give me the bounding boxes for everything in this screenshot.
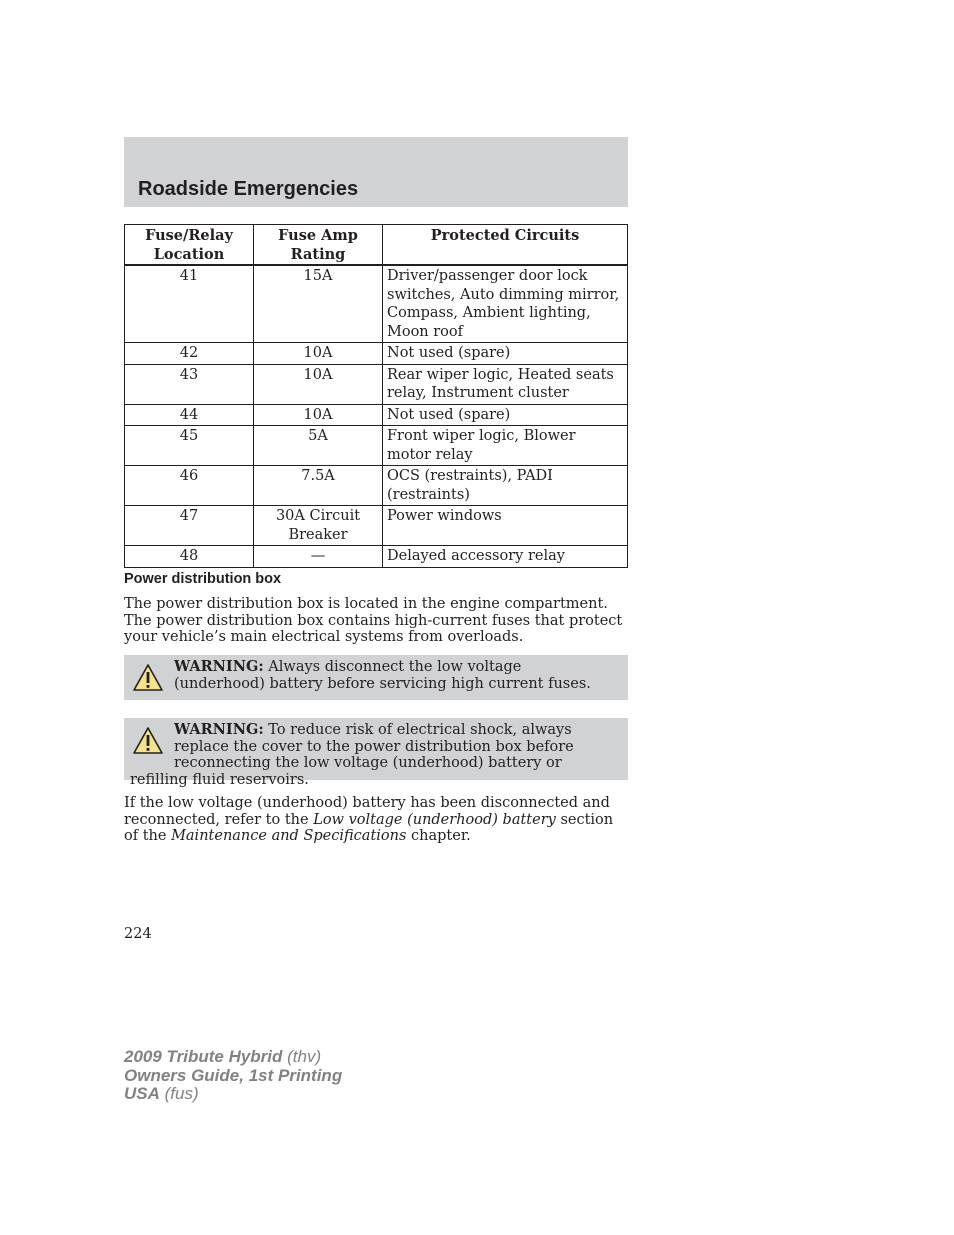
table-row	[125, 364, 628, 404]
fuse-circuits-cell: Power windows	[383, 506, 628, 546]
reference-link-battery: Low voltage (underhood) battery	[313, 811, 556, 828]
table-row	[125, 404, 628, 426]
fuse-circuits-cell: OCS (restraints), PADI (restraints)	[383, 466, 628, 506]
footer-market-code: (fus)	[159, 1084, 199, 1103]
table-row	[125, 466, 628, 506]
fuse-circuits-cell: Delayed accessory relay	[383, 546, 628, 568]
column-header-circuits: Protected Circuits	[383, 225, 628, 266]
fuse-circuits-cell: Rear wiper logic, Heated seats relay, Instrument cluster	[383, 364, 628, 404]
fuse-circuits-cell: Not used (spare)	[383, 343, 628, 365]
table-row	[125, 506, 628, 546]
closing-paragraph	[124, 795, 624, 845]
warning-triangle-icon	[132, 663, 164, 693]
column-header-rating: Fuse Amp Rating	[254, 225, 383, 266]
intro-paragraph: The power distribution box is located in the engine compartment. The power distribution box contains high-current fuses that protect your vehicle’s main electrical systems from overloads.	[124, 596, 623, 645]
fuse-rating-cell: 10A	[254, 404, 383, 426]
footer-market: USA	[124, 1084, 160, 1103]
fuse-rating-cell: 10A	[254, 364, 383, 404]
fuse-circuits-cell: Front wiper logic, Blower motor relay	[383, 426, 628, 466]
table-row	[125, 343, 628, 365]
page-number: 224	[124, 926, 152, 942]
fuse-rating-cell: 30A Circuit Breaker	[254, 506, 383, 546]
footer-model-code: (thv)	[282, 1047, 322, 1066]
warning-box	[124, 718, 628, 788]
fuse-location-cell: 46	[125, 466, 254, 506]
warning-triangle-icon	[132, 726, 164, 756]
warning-box	[124, 655, 628, 700]
closing-text: chapter.	[406, 828, 471, 844]
closing-text: If the low voltage (underhood) battery has been disconnected and reconnected, refer to the	[124, 795, 610, 828]
document-footer	[124, 1048, 342, 1104]
footer-model: 2009 Tribute Hybrid	[124, 1047, 283, 1066]
fuse-location-cell: 43	[125, 364, 254, 404]
column-header-location: Fuse/Relay Location	[125, 225, 254, 266]
table-row	[125, 426, 628, 466]
warning-text: To reduce risk of electrical shock, always replace the cover to the power distribution box before reconnecting the low voltage (underhood) battery or refilling fluid reservoirs.	[130, 722, 574, 788]
fuse-rating-cell: 5A	[254, 426, 383, 466]
warning-text: Always disconnect the low voltage (underhood) battery before servicing high current fuses.	[174, 659, 591, 692]
fuse-rating-cell: —	[254, 546, 383, 568]
section-header-band	[124, 137, 628, 207]
closing-text: section of the	[124, 811, 614, 844]
table-row	[125, 265, 628, 343]
table-header-row	[125, 225, 628, 266]
footer-line	[124, 1048, 342, 1067]
reference-link-chapter: Maintenance and Specifications	[171, 828, 407, 844]
fuse-rating-cell: 10A	[254, 343, 383, 365]
footer-line	[124, 1085, 342, 1104]
section-title: Roadside Emergencies	[138, 178, 359, 200]
fuse-location-cell: 45	[125, 426, 254, 466]
fuse-table	[124, 224, 628, 568]
warning-label: WARNING:	[174, 658, 264, 675]
fuse-location-cell: 48	[125, 546, 254, 568]
fuse-location-cell: 42	[125, 343, 254, 365]
fuse-circuits-cell: Not used (spare)	[383, 404, 628, 426]
fuse-location-cell: 44	[125, 404, 254, 426]
fuse-location-cell: 41	[125, 265, 254, 343]
footer-printing: Owners Guide, 1st Printing	[124, 1065, 343, 1085]
fuse-rating-cell: 7.5A	[254, 466, 383, 506]
footer-line	[124, 1067, 342, 1086]
fuse-circuits-cell: Driver/passenger door lock switches, Auto dimming mirror, Compass, Ambient lighting, Moon roof	[383, 265, 628, 343]
warning-label: WARNING:	[174, 721, 264, 738]
subsection-heading: Power distribution box	[124, 571, 282, 587]
fuse-location-cell: 47	[125, 506, 254, 546]
fuse-rating-cell: 15A	[254, 265, 383, 343]
table-row	[125, 546, 628, 568]
